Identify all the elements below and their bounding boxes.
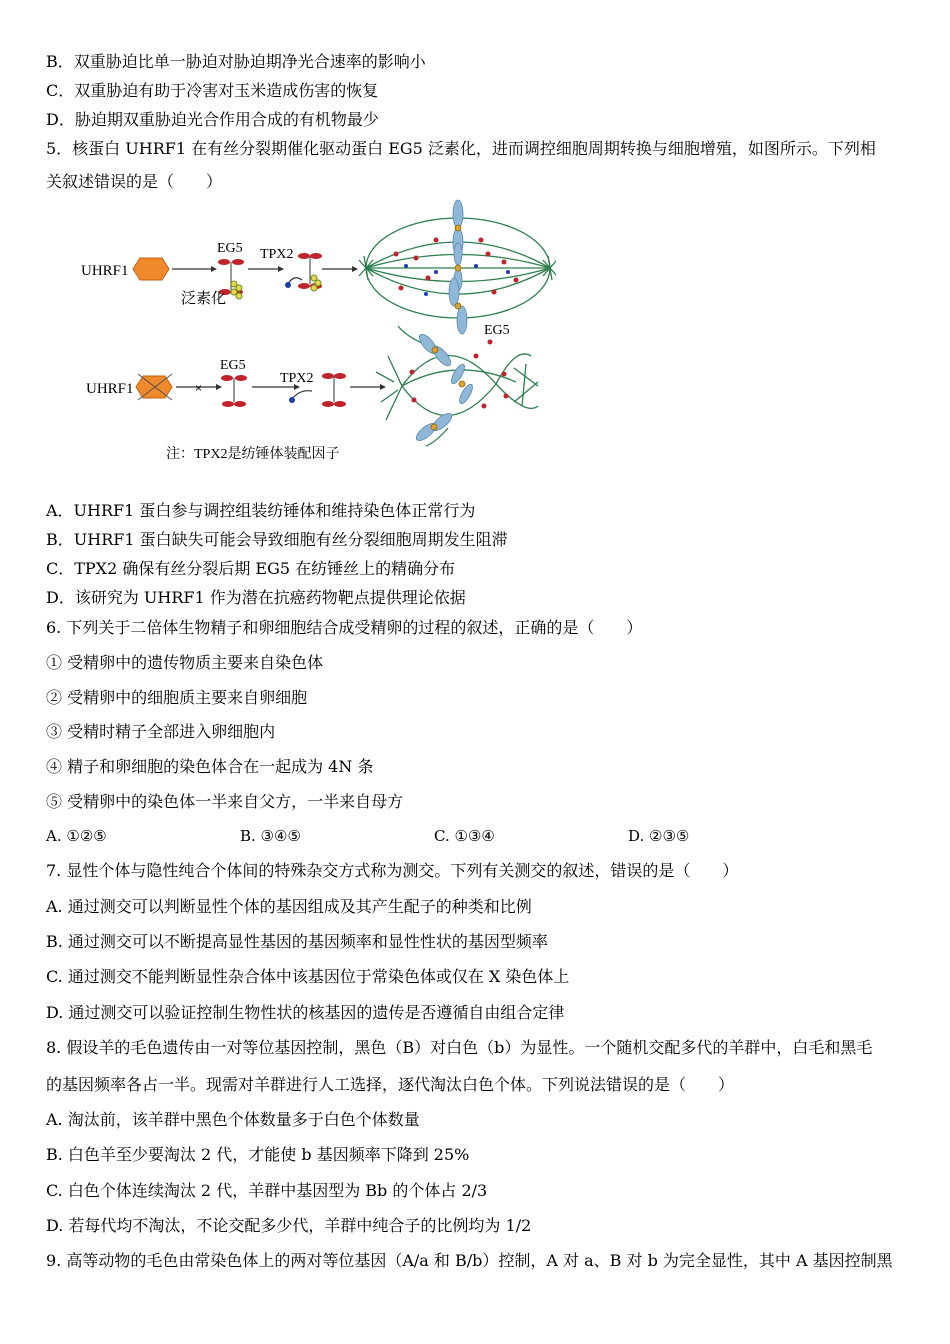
abnormal-spindle xyxy=(376,326,538,446)
q5-option-c: C．TPX2 确保有丝分裂后期 EG5 在纺锤丝上的精确分布 xyxy=(46,559,456,578)
q6-item-3: ③ 受精时精子全部进入卵细胞内 xyxy=(46,722,276,741)
q6-option-d: D. ②③⑤ xyxy=(628,827,690,845)
q4-option-c: C．双重胁迫有助于冷害对玉米造成伤害的恢复 xyxy=(46,81,379,100)
q8-option-b: B. 白色羊至少要淘汰 2 代，才能使 b 基因频率下降到 25% xyxy=(46,1145,470,1164)
q4-option-d: D．胁迫期双重胁迫光合作用合成的有机物最少 xyxy=(46,110,379,129)
tpx2-free-bottom xyxy=(289,391,312,403)
uhrf1-figure xyxy=(76,196,556,476)
q8-option-d: D. 若每代均不淘汰，不论交配多少代，羊群中纯合子的比例均为 1/2 xyxy=(46,1216,532,1235)
block-mark: × xyxy=(195,381,203,395)
q8-option-c: C. 白色个体连续淘汰 2 代，羊群中基因型为 Bb 的个体占 2/3 xyxy=(46,1181,488,1200)
q6-item-1: ① 受精卵中的遗传物质主要来自染色体 xyxy=(46,653,324,672)
q6-option-b: B. ③④⑤ xyxy=(240,827,301,845)
eg5-protein-bottom xyxy=(221,375,247,407)
q6-option-a: A. ①②⑤ xyxy=(46,827,107,845)
q5-option-b: B．UHRF1 蛋白缺失可能会导致细胞有丝分裂细胞周期发生阻滞 xyxy=(46,530,508,549)
eg5-label-bottom: EG5 xyxy=(220,358,246,373)
q8-option-a: A. 淘汰前，该羊群中黑色个体数量多于白色个体数量 xyxy=(46,1110,420,1129)
q4-option-b: B．双重胁迫比单一胁迫对胁迫期净光合速率的影响小 xyxy=(46,52,426,71)
uhrf1-hexagon-top xyxy=(133,258,169,280)
uhrf1-label-top: UHRF1 xyxy=(81,263,129,279)
q7-option-d: D. 通过测交可以验证控制生物性状的核基因的遗传是否遵循自由组合定律 xyxy=(46,1003,565,1022)
q7-option-b: B. 通过测交可以不断提高显性基因的基因频率和显性性状的基因型频率 xyxy=(46,932,548,951)
q5-stem-line1: 5．核蛋白 UHRF1 在有丝分裂期催化驱动蛋白 EG5 泛素化，进而调控细胞周期转换与细胞增殖，如图所示。下列相 xyxy=(46,139,876,158)
ubiquitination-label: 泛素化 xyxy=(181,291,227,307)
q6-stem: 6. 下列关于二倍体生物精子和卵细胞结合成受精卵的过程的叙述，正确的是（ ） xyxy=(46,618,643,637)
figure-note: 注：TPX2是纺锤体装配因子 xyxy=(166,447,340,462)
tpx2-label-bottom: TPX2 xyxy=(280,371,314,386)
q8-stem-line1: 8. 假设羊的毛色遗传由一对等位基因控制，黑色（B）对白色（b）为显性。一个随机交配多代的羊群中，白毛和黑毛 xyxy=(46,1038,873,1057)
q7-stem: 7. 显性个体与隐性纯合个体间的特殊杂交方式称为测交。下列有关测交的叙述，错误的是（ ） xyxy=(46,861,739,880)
eg5-label-top: EG5 xyxy=(217,241,243,256)
q6-item-4: ④ 精子和卵细胞的染色体合在一起成为 4N 条 xyxy=(46,757,374,776)
q6-item-5: ⑤ 受精卵中的染色体一半来自父方，一半来自母方 xyxy=(46,792,404,811)
uhrf1-label-bottom: UHRF1 xyxy=(86,381,134,397)
tpx2-label-top: TPX2 xyxy=(260,247,294,262)
q9-stem-line1: 9. 高等动物的毛色由常染色体上的两对等位基因（A/a 和 B/b）控制，A 对 a、B 对 b 为完全显性，其中 A 基因控制黑 xyxy=(46,1251,893,1270)
eg5-label-spindle: EG5 xyxy=(484,323,510,338)
q5-option-a: A．UHRF1 蛋白参与调控组装纺锤体和维持染色体正常行为 xyxy=(46,501,476,520)
q8-stem-line2: 的基因频率各占一半。现需对羊群进行人工选择，逐代淘汰白色个体。下列说法错误的是（ ） xyxy=(46,1075,735,1094)
chromosomes-scattered xyxy=(414,332,475,444)
uhrf1-hexagon-bottom xyxy=(136,376,172,398)
q6-item-2: ② 受精卵中的细胞质主要来自卵细胞 xyxy=(46,688,308,707)
q7-option-a: A. 通过测交可以判断显性个体的基因组成及其产生配子的种类和比例 xyxy=(46,897,532,916)
q5-option-d: D．该研究为 UHRF1 作为潜在抗癌药物靶点提供理论依据 xyxy=(46,588,466,607)
q7-option-c: C. 通过测交不能判断显性杂合体中该基因位于常染色体或仅在 X 染色体上 xyxy=(46,967,570,986)
ubiquitin-chain-top xyxy=(231,281,242,299)
chromosomes-aligned xyxy=(449,200,467,334)
q5-stem-line2: 关叙述错误的是（ ） xyxy=(46,172,223,191)
eg5-free-bottom xyxy=(322,373,346,407)
q6-option-c: C. ①③④ xyxy=(434,827,495,845)
